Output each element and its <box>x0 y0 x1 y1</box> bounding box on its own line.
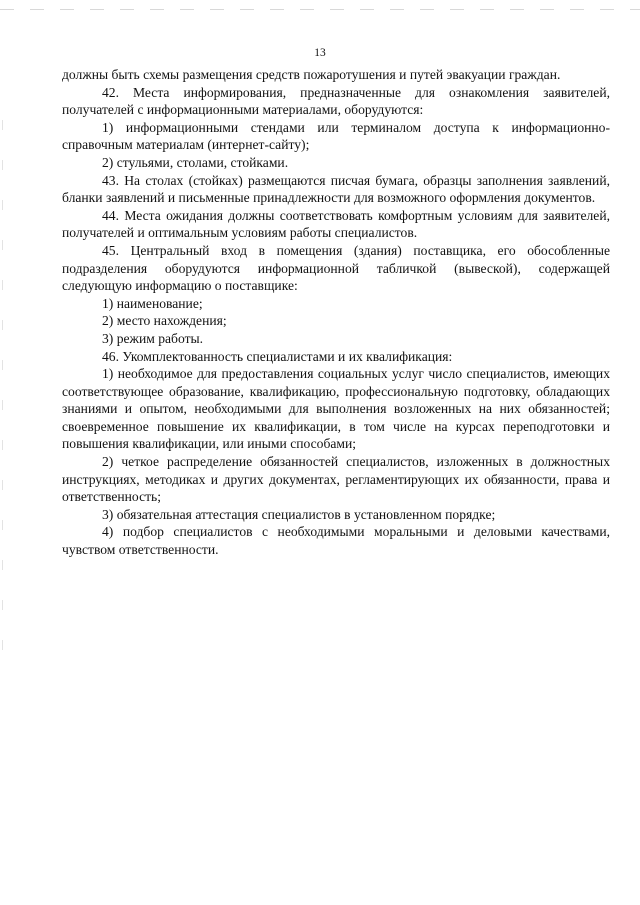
scan-edge-left <box>2 120 3 680</box>
list-item-45-1: 1) наименование; <box>102 295 203 311</box>
paragraph-43: 43. На столах (стойках) размещаются писчая бумага, образцы заполнения заявлений, бланки заявлений и письменные принадлежности для возможного оформления документов. <box>62 172 610 206</box>
list-item-46-4: 4) подбор специалистов с необходимыми моральными и деловыми качествами, чувством ответственности. <box>62 524 610 558</box>
paragraph-continuation: должны быть схемы размещения средств пожаротушения и путей эвакуации граждан. <box>62 67 561 82</box>
document-body <box>62 66 610 559</box>
list-item-46-3: 3) обязательная аттестация специалистов в установленном порядке; <box>102 506 496 522</box>
scan-edge-top <box>0 9 640 10</box>
paragraph-46: 46. Укомплектованность специалистами и их квалификация: <box>102 348 453 364</box>
list-item-46-2: 2) четкое распределение обязанностей специалистов, изложенных в должностных инструкциях, методиках и других документах, регламентирующих их обязанности, права и ответственность; <box>62 454 610 505</box>
list-item-42-1: 1) информационными стендами или терминалом доступа к информационно-справочным материалам (интернет-сайту); <box>62 119 610 153</box>
paragraph-44: 44. Места ожидания должны соответствовать комфортным условиям для заявителей, получателей и оптимальным условиям работы специалистов. <box>62 207 610 241</box>
list-item-45-3: 3) режим работы. <box>102 330 204 346</box>
paragraph-42: 42. Места информирования, предназначенные для ознакомления заявителей, получателей с информационными материалами, оборудуются: <box>62 84 610 118</box>
list-item-45-2: 2) место нахождения; <box>102 313 227 329</box>
list-item-42-2: 2) стульями, столами, стойками. <box>102 154 289 170</box>
list-item-46-1: 1) необходимое для предоставления социальных услуг число специалистов, имеющих соответствующее образование, квалификацию, профессиональную подготовку, обладающих знаниями и опытом, необходимыми для выполнения возложенных на них обязанностей; своевременное повышение их квалификации, в том числе на курсах переподготовки и повышения квалификации, или иными способами; <box>62 366 610 452</box>
page-number: 13 <box>314 47 326 59</box>
paragraph-45: 45. Центральный вход в помещения (здания) поставщика, его обособленные подразделения оборудуются информационной табличкой (вывеской), содержащей следующую информацию о поставщике: <box>62 242 610 294</box>
